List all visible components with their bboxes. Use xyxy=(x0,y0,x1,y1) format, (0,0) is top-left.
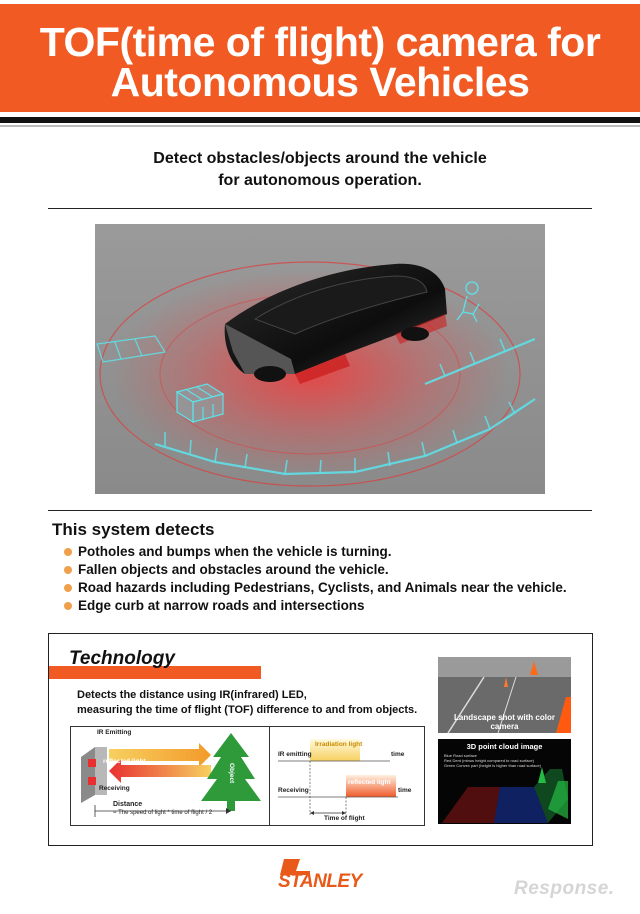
legend-item: Green Convex part (height is higher than road surface) xyxy=(444,763,541,768)
detects-heading: This system detects xyxy=(52,520,215,539)
receiving-label: Receiving xyxy=(99,785,130,792)
bullet-icon xyxy=(64,584,72,592)
page-title-line2: Autonomous Vehicles xyxy=(110,59,530,105)
title-banner xyxy=(0,0,640,112)
intro-line1: Detect obstacles/objects around the vehicle xyxy=(153,150,487,167)
header-divider xyxy=(0,117,640,123)
list-item-text: Fallen objects and obstacles around the vehicle. xyxy=(78,562,389,577)
stanley-logo xyxy=(270,855,370,897)
response-watermark: Response. xyxy=(514,878,615,899)
vehicle-illustration xyxy=(95,224,545,494)
page-title-line1: TOF(time of flight) camera for xyxy=(39,19,601,65)
bullet-icon xyxy=(64,602,72,610)
list-item-text: Edge curb at narrow roads and intersections xyxy=(78,598,365,613)
photo1-caption-line1: Landscape shot with color xyxy=(454,713,555,722)
timing-receiving-label: Receiving xyxy=(278,787,309,794)
distance-formula: = The speed of light * time of flight / 2 xyxy=(113,810,213,816)
distance-label: Distance xyxy=(113,801,143,808)
object-label: Object xyxy=(228,763,235,784)
technology-desc-line2: measuring the time of flight (TOF) difference to and from objects. xyxy=(77,704,418,716)
timing-reflected-label: reflected light xyxy=(348,779,391,786)
detects-list xyxy=(64,543,567,615)
irradiation-light-label: Irradiation light xyxy=(129,741,177,748)
tof-timing-diagram xyxy=(270,726,425,826)
legend-item: Blue Road surface xyxy=(444,753,477,758)
list-item xyxy=(64,597,567,615)
legend-item: Red Dent (minus height compared to road surface) xyxy=(444,758,535,763)
intro-line2: for autonomous operation. xyxy=(218,172,422,189)
stanley-logo-text: STANLEY xyxy=(278,871,362,892)
time-of-flight-label: Time of flight xyxy=(324,815,365,822)
list-item-text: Potholes and bumps when the vehicle is turning. xyxy=(78,544,392,559)
section-divider xyxy=(48,510,592,511)
timing-time-label-2: time xyxy=(398,787,412,794)
timing-time-label: time xyxy=(391,751,405,758)
page-title xyxy=(0,19,640,105)
technology-heading: Technology xyxy=(69,648,175,669)
bullet-icon xyxy=(64,566,72,574)
reflected-light-label: reflected light xyxy=(103,758,146,765)
technology-desc-line1: Detects the distance using IR(infrared) LED, xyxy=(77,689,307,701)
list-item xyxy=(64,561,567,579)
photo1-caption-line2: camera xyxy=(490,722,519,731)
timing-irradiation-label: Irradiation light xyxy=(315,741,363,748)
color-camera-photo xyxy=(438,657,571,733)
photo1-caption xyxy=(438,713,571,731)
list-item xyxy=(64,543,567,561)
header-divider-thin xyxy=(0,125,640,127)
bullet-icon xyxy=(64,548,72,556)
ir-emitting-label: IR Emitting xyxy=(97,729,132,736)
intro-text xyxy=(0,148,640,192)
list-item-text: Road hazards including Pedestrians, Cyclists, and Animals near the vehicle. xyxy=(78,580,567,595)
technology-description xyxy=(77,688,417,718)
technology-panel xyxy=(48,633,593,846)
list-item xyxy=(64,579,567,597)
tof-principle-diagram xyxy=(70,726,270,826)
timing-ir-emitting-label: IR emitting xyxy=(278,751,312,758)
section-divider xyxy=(48,208,592,209)
photo2-caption: 3D point cloud image xyxy=(466,742,543,751)
point-cloud-image xyxy=(438,739,571,824)
